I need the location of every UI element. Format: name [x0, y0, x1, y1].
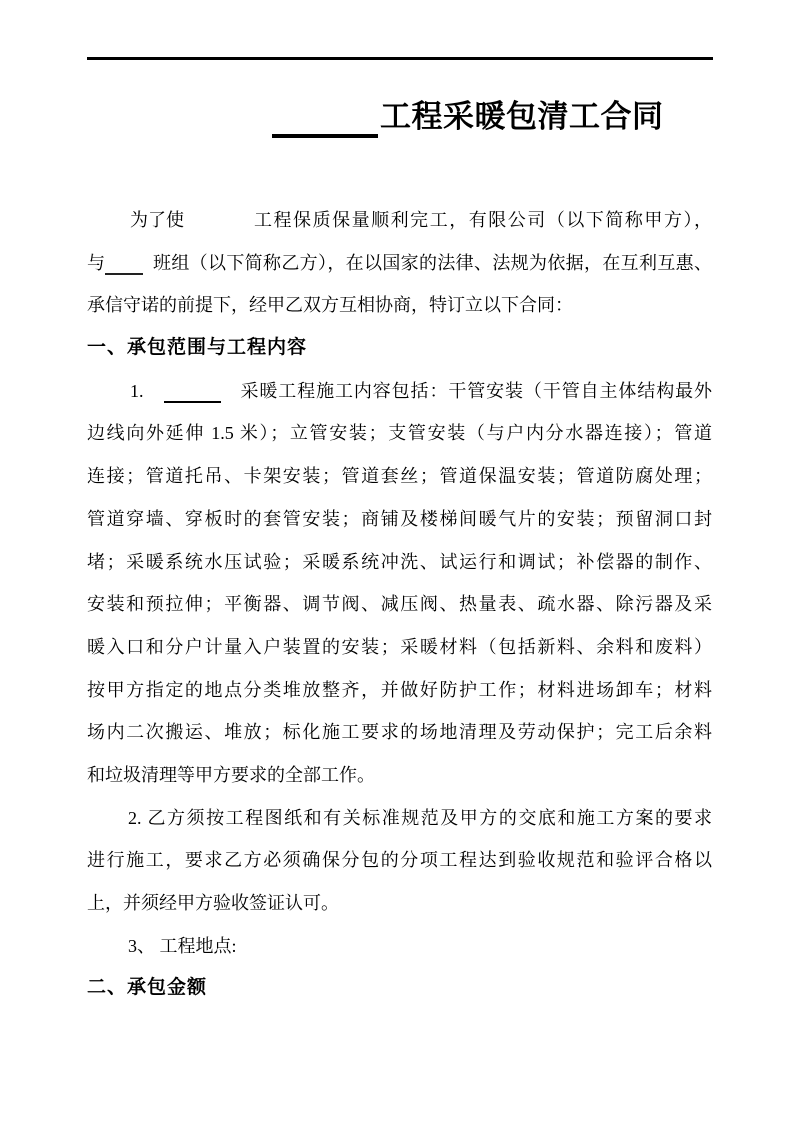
item3-line: 3、 工程地点:: [128, 935, 237, 956]
item2-line-3: 上，并须经甲方验收签证认可。: [87, 893, 339, 913]
item1-line-7: 暖入口和分户计量入户装置的安装；采暖材料（包括新料、余料和废料）: [87, 636, 712, 657]
item2-line-1: 2. 乙方须按工程图纸和有关标准规范及甲方的交底和施工方案的要求: [128, 807, 712, 828]
header-rule: [87, 57, 713, 60]
intro-line-1-post: 工程保质保量顺利完工，有限公司（以下简称甲方），: [254, 210, 712, 230]
item1-line-9: 场内二次搬运、堆放；标化施工要求的场地清理及劳动保护；完工后余料: [87, 722, 712, 743]
intro-line-2-post: 班组（以下简称乙方），在以国家的法律、法规为依据，在互利互惠、: [153, 252, 712, 273]
item1-line-3: 连接；管道托吊、卡架安装；管道套丝；管道保温安装；管道防腐处理；: [87, 466, 712, 487]
item1-line-10: 和垃圾清理等甲方要求的全部工作。: [87, 764, 375, 785]
section2-heading: 二、承包金额: [87, 977, 208, 999]
item1-line-6: 安装和预拉伸；平衡器、调节阀、减压阀、热量表、疏水器、除污器及采: [87, 594, 712, 615]
item1-line-5: 堵；采暖系统水压试验；采暖系统冲洗、试运行和调试；补偿器的制作、: [87, 551, 712, 572]
item1-line-1-text: 采暖工程施工内容包括：干管安装（干管自主体结构最外: [240, 380, 712, 401]
item1-line-2: 边线向外延伸 1.5 米）；立管安装；支管安装（与户内分水器连接）；管道: [87, 423, 712, 444]
document-body: [87, 199, 712, 1010]
item1-line-8: 按甲方指定的地点分类堆放整齐，并做好防护工作；材料进场卸车；材料: [87, 679, 712, 700]
item2-line-2: 进行施工，要求乙方必须确保分包的分项工程达到验收规范和验评合格以: [87, 850, 712, 871]
section1-heading: 一、承包范围与工程内容: [87, 337, 308, 359]
intro-line-1-pre: 为了使: [130, 210, 184, 230]
item1-line-4: 管道穿墙、穿板时的套管安装；商铺及楼梯间暖气片的安装；预留洞口封: [87, 508, 712, 529]
intro-line-2: [87, 242, 712, 285]
intro-line-3: 承信守诺的前提下，经甲乙双方互相协商，特订立以下合同：: [87, 295, 573, 316]
intro-line-2-pre: 与: [87, 252, 105, 273]
document-title-row: [87, 90, 713, 144]
intro-line-1: [87, 199, 712, 242]
item1-line-1: [87, 370, 712, 413]
item1-blank-line: [164, 401, 221, 403]
party-b-blank-line: [105, 273, 143, 275]
item1-number: 1.: [130, 380, 144, 401]
document-title: 工程采暖包清工合同: [380, 99, 664, 134]
title-blank-line: [272, 134, 378, 138]
